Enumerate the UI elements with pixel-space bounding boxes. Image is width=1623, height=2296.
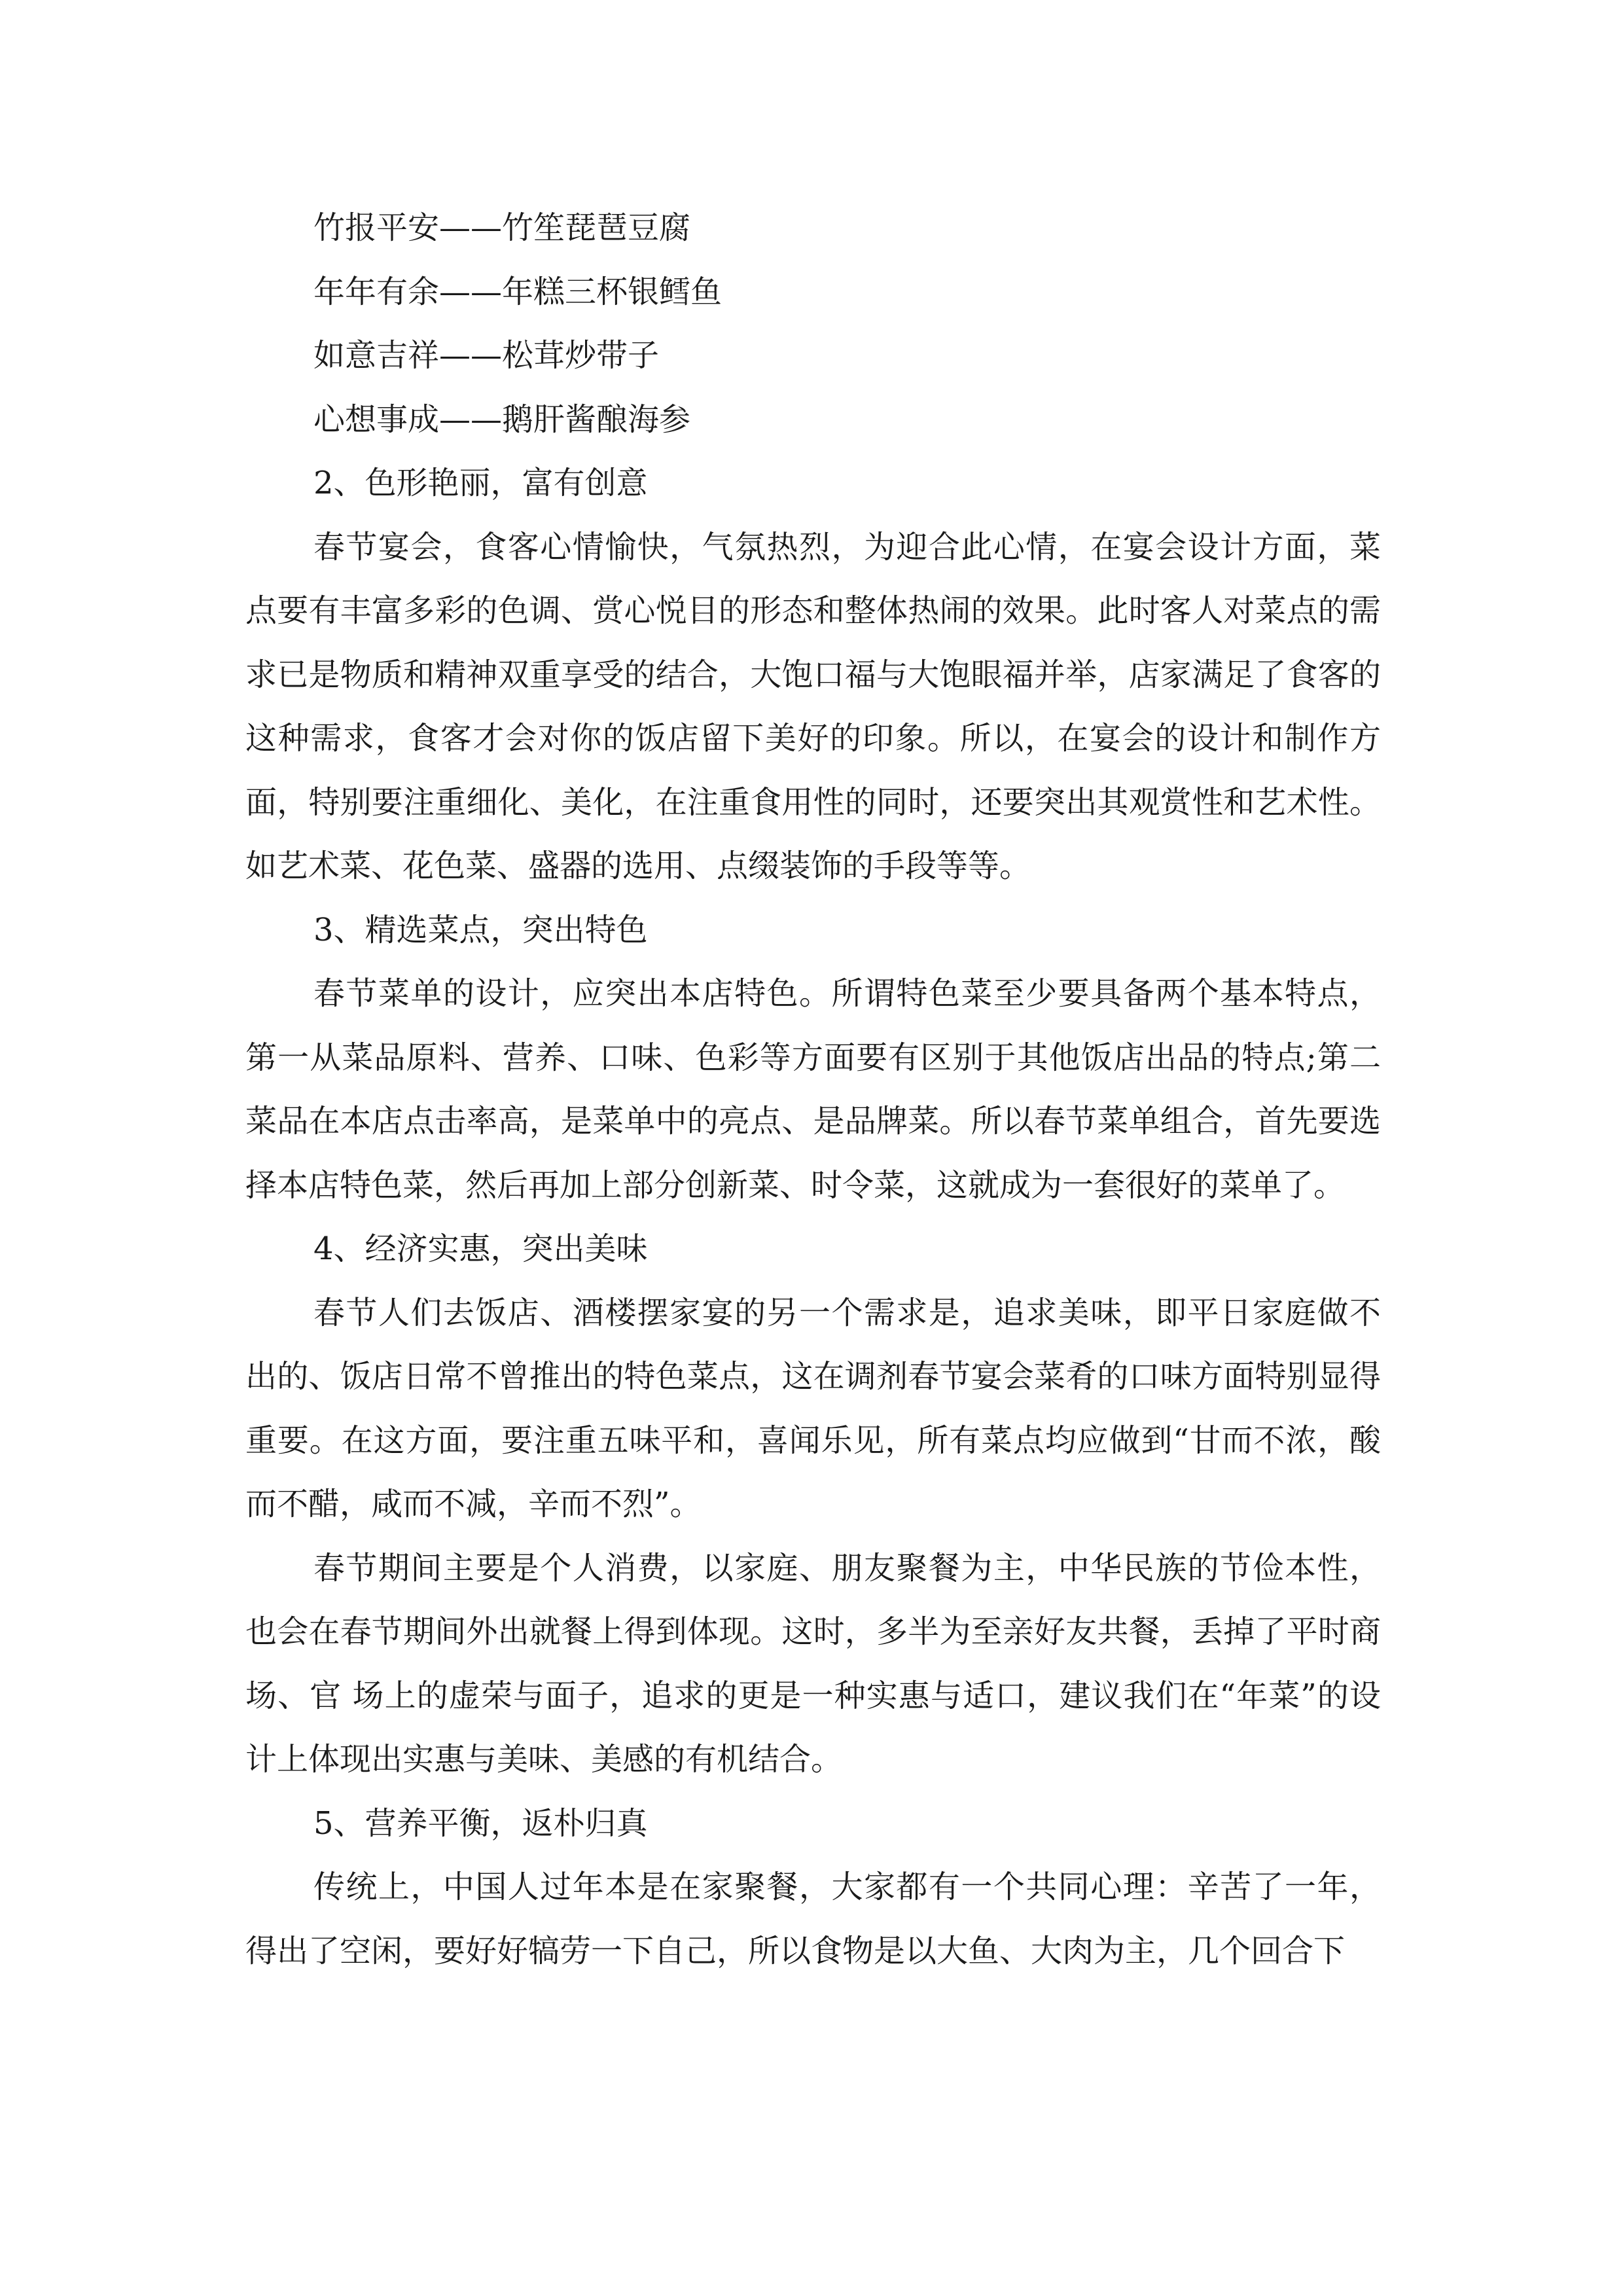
section-paragraph: 春节人们去饭店、酒楼摆家宴的另一个需求是，追求美味，即平日家庭做不出的、饭店日常不曾推出的特色菜点，这在调剂春节宴会菜肴的口味方面特别显得重要。在这方面，要注重五味平和，喜闻乐见，所有菜点均应做到“甘而不浓，酸而不醋，咸而不减，辛而不烈”。 — [245, 1294, 1381, 1522]
dish-pair-line: 竹报平安——竹笙琵琶豆腐 — [313, 209, 691, 246]
section-heading: 5、营养平衡，返朴归真 — [313, 1804, 648, 1842]
section-heading: 4、经济实惠，突出美味 — [313, 1230, 648, 1267]
section-paragraph: 春节宴会，食客心情愉快，气氛热烈，为迎合此心情，在宴会设计方面，菜点要有丰富多彩的色调、赏心悦目的形态和整体热闹的效果。此时客人对菜点的需求已是物质和精神双重享受的结合，大饱口福与大饱眼福并举，店家满足了食客的这种需求，食客才会对你的饭店留下美好的印象。所以，在宴会的设计和制作方面，特别要注重细化、美化，在注重食用性的同时，还要突出其观赏性和艺术性。如艺术菜、花色菜、盛器的选用、点缀装饰的手段等等。 — [245, 528, 1381, 884]
section-heading: 3、精选菜点，突出特色 — [313, 911, 648, 948]
dish-pair-line: 如意吉祥——松茸炒带子 — [313, 337, 660, 374]
section-paragraph: 春节期间主要是个人消费，以家庭、朋友聚餐为主，中华民族的节俭本性，也会在春节期间外出就餐上得到体现。这时，多半为至亲好友共餐，丢掉了平时商场、官 场上的虚荣与面子，追求的更是一种实惠与适口，建议我们在“年菜”的设计上体现出实惠与美味、美感的有机结合。 — [245, 1549, 1381, 1778]
dish-pair-line: 心想事成——鹅肝酱酿海参 — [313, 401, 691, 438]
section-paragraph: 传统上，中国人过年本是在家聚餐，大家都有一个共同心理：辛苦了一年，得出了空闲，要好好犒劳一下自己，所以食物是以大鱼、大肉为主，几个回合下 — [245, 1869, 1381, 1969]
section-heading: 2、色形艳丽，富有创意 — [313, 465, 648, 501]
section-paragraph: 春节菜单的设计，应突出本店特色。所谓特色菜至少要具备两个基本特点，第一从菜品原料、营养、口味、色彩等方面要有区别于其他饭店出品的特点;第二菜品在本店点击率高，是菜单中的亮点、是品牌菜。所以春节菜单组合，首先要选择本店特色菜，然后再加上部分创新菜、时令菜，这就成为一套很好的菜单了。 — [245, 975, 1381, 1204]
dish-pair-line: 年年有余——年糕三杯银鳕鱼 — [313, 273, 722, 310]
document-body — [245, 196, 1381, 1983]
